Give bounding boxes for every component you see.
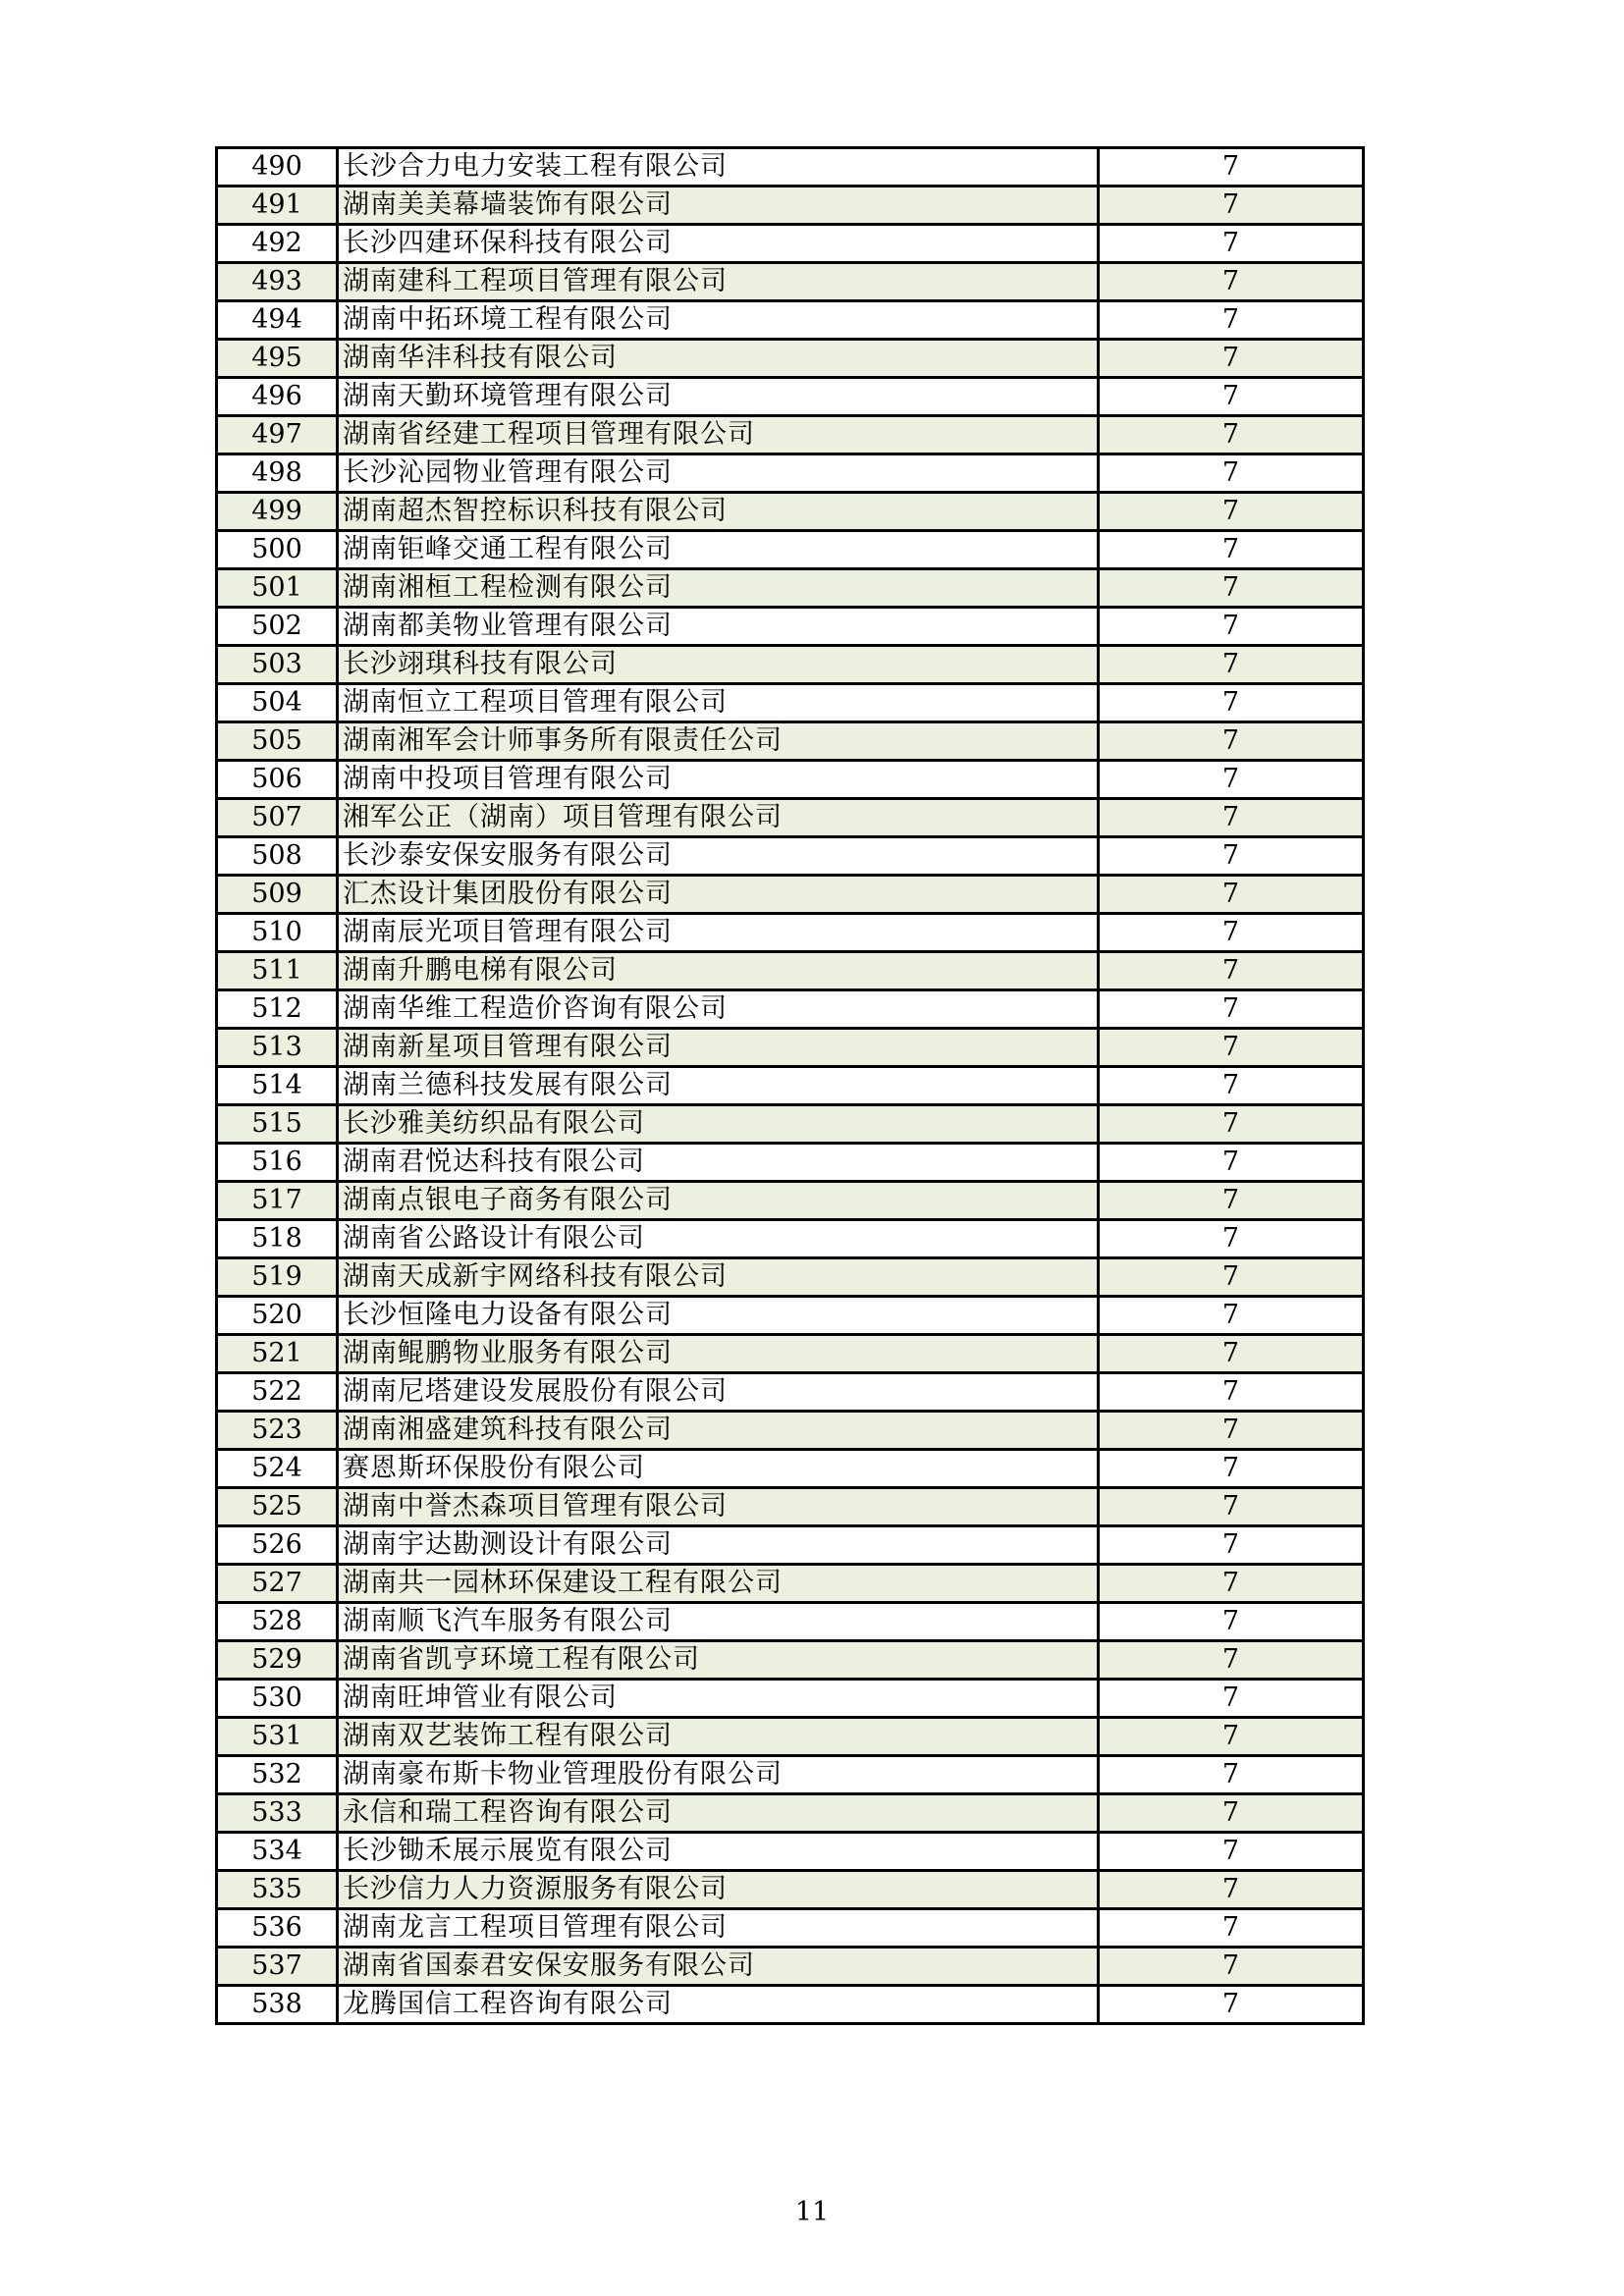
score-value: 7 — [1099, 225, 1364, 263]
score-value: 7 — [1099, 1909, 1364, 1948]
table-row — [217, 1526, 1364, 1565]
table-row — [217, 1488, 1364, 1526]
table-row — [217, 1412, 1364, 1450]
company-name: 湖南湘桓工程检测有限公司 — [338, 569, 1099, 608]
score-value: 7 — [1099, 1220, 1364, 1258]
row-number: 494 — [217, 301, 338, 340]
company-name: 湖南湘军会计师事务所有限责任公司 — [338, 722, 1099, 761]
table-row — [217, 761, 1364, 799]
score-value: 7 — [1099, 876, 1364, 914]
score-value: 7 — [1099, 837, 1364, 876]
company-name: 湖南省公路设计有限公司 — [338, 1220, 1099, 1258]
row-number: 515 — [217, 1105, 338, 1144]
score-value: 7 — [1099, 531, 1364, 569]
row-number: 533 — [217, 1794, 338, 1833]
page-number: 11 — [794, 2197, 830, 2227]
score-value: 7 — [1099, 378, 1364, 416]
table-row — [217, 722, 1364, 761]
score-value: 7 — [1099, 646, 1364, 684]
table-row — [217, 799, 1364, 837]
company-name: 湖南中投项目管理有限公司 — [338, 761, 1099, 799]
company-name: 湖南中拓环境工程有限公司 — [338, 301, 1099, 340]
score-value: 7 — [1099, 148, 1364, 187]
company-name: 长沙恒隆电力设备有限公司 — [338, 1297, 1099, 1335]
table-row — [217, 1871, 1364, 1909]
score-value: 7 — [1099, 608, 1364, 646]
table-row — [217, 301, 1364, 340]
company-name: 永信和瑞工程咨询有限公司 — [338, 1794, 1099, 1833]
row-number: 530 — [217, 1680, 338, 1718]
table-row — [217, 1258, 1364, 1297]
row-number: 528 — [217, 1603, 338, 1641]
row-number: 524 — [217, 1450, 338, 1488]
row-number: 521 — [217, 1335, 338, 1373]
company-name: 湖南钜峰交通工程有限公司 — [338, 531, 1099, 569]
table-body — [217, 148, 1364, 2024]
table-row — [217, 531, 1364, 569]
score-value: 7 — [1099, 340, 1364, 378]
company-name: 湖南天成新宇网络科技有限公司 — [338, 1258, 1099, 1297]
table-row — [217, 1335, 1364, 1373]
table-row — [217, 1565, 1364, 1603]
row-number: 507 — [217, 799, 338, 837]
row-number: 514 — [217, 1067, 338, 1105]
row-number: 522 — [217, 1373, 338, 1412]
company-name: 湖南华沣科技有限公司 — [338, 340, 1099, 378]
company-name: 长沙翊琪科技有限公司 — [338, 646, 1099, 684]
score-value: 7 — [1099, 1029, 1364, 1067]
score-value: 7 — [1099, 493, 1364, 531]
table-row — [217, 1986, 1364, 2024]
row-number: 529 — [217, 1641, 338, 1680]
company-name: 汇杰设计集团股份有限公司 — [338, 876, 1099, 914]
company-name: 湖南辰光项目管理有限公司 — [338, 914, 1099, 952]
table-row — [217, 1105, 1364, 1144]
score-value: 7 — [1099, 914, 1364, 952]
company-name: 湖南建科工程项目管理有限公司 — [338, 263, 1099, 301]
table-row — [217, 646, 1364, 684]
company-name: 赛恩斯环保股份有限公司 — [338, 1450, 1099, 1488]
row-number: 513 — [217, 1029, 338, 1067]
company-table-container — [215, 146, 1365, 2025]
table-row — [217, 1641, 1364, 1680]
row-number: 526 — [217, 1526, 338, 1565]
company-name: 湖南华维工程造价咨询有限公司 — [338, 990, 1099, 1029]
row-number: 498 — [217, 454, 338, 493]
score-value: 7 — [1099, 722, 1364, 761]
table-row — [217, 990, 1364, 1029]
row-number: 499 — [217, 493, 338, 531]
table-row — [217, 837, 1364, 876]
company-name: 湖南宇达勘测设计有限公司 — [338, 1526, 1099, 1565]
row-number: 520 — [217, 1297, 338, 1335]
row-number: 502 — [217, 608, 338, 646]
company-name: 湖南天勤环境管理有限公司 — [338, 378, 1099, 416]
row-number: 518 — [217, 1220, 338, 1258]
company-name: 长沙雅美纺织品有限公司 — [338, 1105, 1099, 1144]
company-name: 湖南顺飞汽车服务有限公司 — [338, 1603, 1099, 1641]
score-value: 7 — [1099, 1450, 1364, 1488]
row-number: 510 — [217, 914, 338, 952]
row-number: 496 — [217, 378, 338, 416]
table-row — [217, 225, 1364, 263]
company-name: 长沙沁园物业管理有限公司 — [338, 454, 1099, 493]
company-name: 长沙泰安保安服务有限公司 — [338, 837, 1099, 876]
score-value: 7 — [1099, 1565, 1364, 1603]
table-row — [217, 1718, 1364, 1756]
score-value: 7 — [1099, 301, 1364, 340]
row-number: 491 — [217, 187, 338, 225]
company-name: 湖南都美物业管理有限公司 — [338, 608, 1099, 646]
row-number: 511 — [217, 952, 338, 990]
row-number: 506 — [217, 761, 338, 799]
score-value: 7 — [1099, 1948, 1364, 1986]
row-number: 534 — [217, 1833, 338, 1871]
score-value: 7 — [1099, 1373, 1364, 1412]
row-number: 525 — [217, 1488, 338, 1526]
score-value: 7 — [1099, 952, 1364, 990]
table-row — [217, 608, 1364, 646]
company-name: 长沙信力人力资源服务有限公司 — [338, 1871, 1099, 1909]
company-name: 湖南升鹏电梯有限公司 — [338, 952, 1099, 990]
table-row — [217, 263, 1364, 301]
score-value: 7 — [1099, 1144, 1364, 1182]
company-name: 湖南湘盛建筑科技有限公司 — [338, 1412, 1099, 1450]
table-row — [217, 1373, 1364, 1412]
row-number: 538 — [217, 1986, 338, 2024]
score-value: 7 — [1099, 187, 1364, 225]
company-name: 湖南双艺装饰工程有限公司 — [338, 1718, 1099, 1756]
score-value: 7 — [1099, 684, 1364, 722]
score-value: 7 — [1099, 1871, 1364, 1909]
score-value: 7 — [1099, 990, 1364, 1029]
company-name: 龙腾国信工程咨询有限公司 — [338, 1986, 1099, 2024]
row-number: 495 — [217, 340, 338, 378]
score-value: 7 — [1099, 799, 1364, 837]
company-name: 湖南超杰智控标识科技有限公司 — [338, 493, 1099, 531]
company-name: 湖南兰德科技发展有限公司 — [338, 1067, 1099, 1105]
score-value: 7 — [1099, 1680, 1364, 1718]
table-row — [217, 1297, 1364, 1335]
table-row — [217, 148, 1364, 187]
company-name: 湖南鲲鹏物业服务有限公司 — [338, 1335, 1099, 1373]
table-row — [217, 952, 1364, 990]
table-row — [217, 569, 1364, 608]
company-name: 湖南君悦达科技有限公司 — [338, 1144, 1099, 1182]
table-row — [217, 493, 1364, 531]
row-number: 527 — [217, 1565, 338, 1603]
company-name: 长沙合力电力安装工程有限公司 — [338, 148, 1099, 187]
company-name: 湖南中誉杰森项目管理有限公司 — [338, 1488, 1099, 1526]
row-number: 490 — [217, 148, 338, 187]
row-number: 492 — [217, 225, 338, 263]
row-number: 531 — [217, 1718, 338, 1756]
table-row — [217, 416, 1364, 454]
score-value: 7 — [1099, 1756, 1364, 1794]
score-value: 7 — [1099, 1067, 1364, 1105]
score-value: 7 — [1099, 1603, 1364, 1641]
company-score-table — [215, 146, 1365, 2025]
row-number: 537 — [217, 1948, 338, 1986]
table-row — [217, 876, 1364, 914]
score-value: 7 — [1099, 1986, 1364, 2024]
table-row — [217, 1220, 1364, 1258]
row-number: 536 — [217, 1909, 338, 1948]
row-number: 517 — [217, 1182, 338, 1220]
company-name: 长沙锄禾展示展览有限公司 — [338, 1833, 1099, 1871]
row-number: 493 — [217, 263, 338, 301]
table-row — [217, 454, 1364, 493]
score-value: 7 — [1099, 416, 1364, 454]
company-name: 湖南豪布斯卡物业管理股份有限公司 — [338, 1756, 1099, 1794]
row-number: 523 — [217, 1412, 338, 1450]
table-row — [217, 1144, 1364, 1182]
company-name: 湖南美美幕墙装饰有限公司 — [338, 187, 1099, 225]
score-value: 7 — [1099, 1526, 1364, 1565]
row-number: 503 — [217, 646, 338, 684]
company-name: 湖南点银电子商务有限公司 — [338, 1182, 1099, 1220]
score-value: 7 — [1099, 761, 1364, 799]
table-row — [217, 1948, 1364, 1986]
company-name: 湖南共一园林环保建设工程有限公司 — [338, 1565, 1099, 1603]
company-name: 湖南恒立工程项目管理有限公司 — [338, 684, 1099, 722]
table-row — [217, 684, 1364, 722]
row-number: 505 — [217, 722, 338, 761]
company-name: 长沙四建环保科技有限公司 — [338, 225, 1099, 263]
score-value: 7 — [1099, 1412, 1364, 1450]
score-value: 7 — [1099, 263, 1364, 301]
score-value: 7 — [1099, 569, 1364, 608]
row-number: 500 — [217, 531, 338, 569]
table-row — [217, 1833, 1364, 1871]
company-name: 湘军公正（湖南）项目管理有限公司 — [338, 799, 1099, 837]
row-number: 501 — [217, 569, 338, 608]
score-value: 7 — [1099, 1794, 1364, 1833]
row-number: 535 — [217, 1871, 338, 1909]
table-row — [217, 1794, 1364, 1833]
row-number: 519 — [217, 1258, 338, 1297]
row-number: 497 — [217, 416, 338, 454]
score-value: 7 — [1099, 1297, 1364, 1335]
score-value: 7 — [1099, 1105, 1364, 1144]
table-row — [217, 187, 1364, 225]
table-row — [217, 1909, 1364, 1948]
row-number: 504 — [217, 684, 338, 722]
score-value: 7 — [1099, 1641, 1364, 1680]
score-value: 7 — [1099, 1335, 1364, 1373]
table-row — [217, 1450, 1364, 1488]
company-name: 湖南省凯亨环境工程有限公司 — [338, 1641, 1099, 1680]
table-row — [217, 1029, 1364, 1067]
company-name: 湖南龙言工程项目管理有限公司 — [338, 1909, 1099, 1948]
score-value: 7 — [1099, 1718, 1364, 1756]
row-number: 516 — [217, 1144, 338, 1182]
company-name: 湖南新星项目管理有限公司 — [338, 1029, 1099, 1067]
table-row — [217, 1603, 1364, 1641]
table-row — [217, 1680, 1364, 1718]
company-name: 湖南旺坤管业有限公司 — [338, 1680, 1099, 1718]
row-number: 509 — [217, 876, 338, 914]
score-value: 7 — [1099, 1182, 1364, 1220]
table-row — [217, 340, 1364, 378]
table-row — [217, 1756, 1364, 1794]
score-value: 7 — [1099, 1833, 1364, 1871]
score-value: 7 — [1099, 454, 1364, 493]
table-row — [217, 1182, 1364, 1220]
table-row — [217, 378, 1364, 416]
row-number: 508 — [217, 837, 338, 876]
score-value: 7 — [1099, 1258, 1364, 1297]
table-row — [217, 1067, 1364, 1105]
company-name: 湖南省经建工程项目管理有限公司 — [338, 416, 1099, 454]
score-value: 7 — [1099, 1488, 1364, 1526]
company-name: 湖南尼塔建设发展股份有限公司 — [338, 1373, 1099, 1412]
company-name: 湖南省国泰君安保安服务有限公司 — [338, 1948, 1099, 1986]
row-number: 512 — [217, 990, 338, 1029]
row-number: 532 — [217, 1756, 338, 1794]
table-row — [217, 914, 1364, 952]
